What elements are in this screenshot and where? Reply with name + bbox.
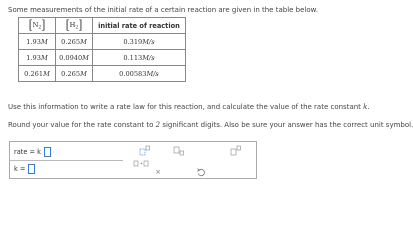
math-tools-panel (123, 141, 217, 179)
answer-panel (9, 141, 125, 179)
header-h2: [ $H_2$ ] (56, 18, 93, 34)
subscript-icon (171, 145, 187, 157)
rate-constant-input[interactable] (28, 164, 35, 174)
table-header-row (19, 18, 186, 34)
undo-icon (196, 167, 206, 177)
rate-law-row (14, 146, 51, 158)
multiply-dot-button[interactable] (131, 159, 153, 169)
subscript-button[interactable] (171, 145, 187, 157)
clear-icon: × (155, 167, 161, 176)
intro-text: Some measurements of the initial rate of a certain reaction are given in the table below. (8, 6, 318, 14)
rate-data-table (18, 17, 186, 82)
table-row: 1.93M 0.0940M 0.113M/s (19, 50, 186, 66)
header-rate: initial rate of reaction (93, 18, 186, 34)
rate-constant-row (14, 163, 35, 175)
rate-law-label: rate = k (14, 148, 41, 156)
header-n2: [ $N_2$ ] (19, 18, 56, 34)
rate-constant-label: k = (14, 165, 26, 173)
symbols-panel (216, 141, 257, 179)
exponent-button[interactable] (228, 145, 244, 157)
multiply-dot-icon (131, 159, 153, 169)
exponent-icon (228, 145, 244, 157)
question-rate-law: Use this information to write a rate law for this reaction, and calculate the value of the rate constant k. (8, 103, 370, 111)
table-row: 1.93M 0.265M 0.319M/s (19, 34, 186, 50)
rate-law-input[interactable] (44, 147, 51, 157)
question-rounding: Round your value for the rate constant to 2 significant digits. Also be sure your answer has the correct unit symbol. (8, 121, 413, 129)
undo-button[interactable] (195, 166, 207, 177)
table-row: 0.261M 0.265M 0.00583M/s (19, 66, 186, 82)
answer-divider (10, 160, 124, 161)
superscript-button[interactable] (137, 145, 153, 157)
clear-button[interactable] (152, 166, 164, 177)
superscript-icon (137, 145, 153, 157)
